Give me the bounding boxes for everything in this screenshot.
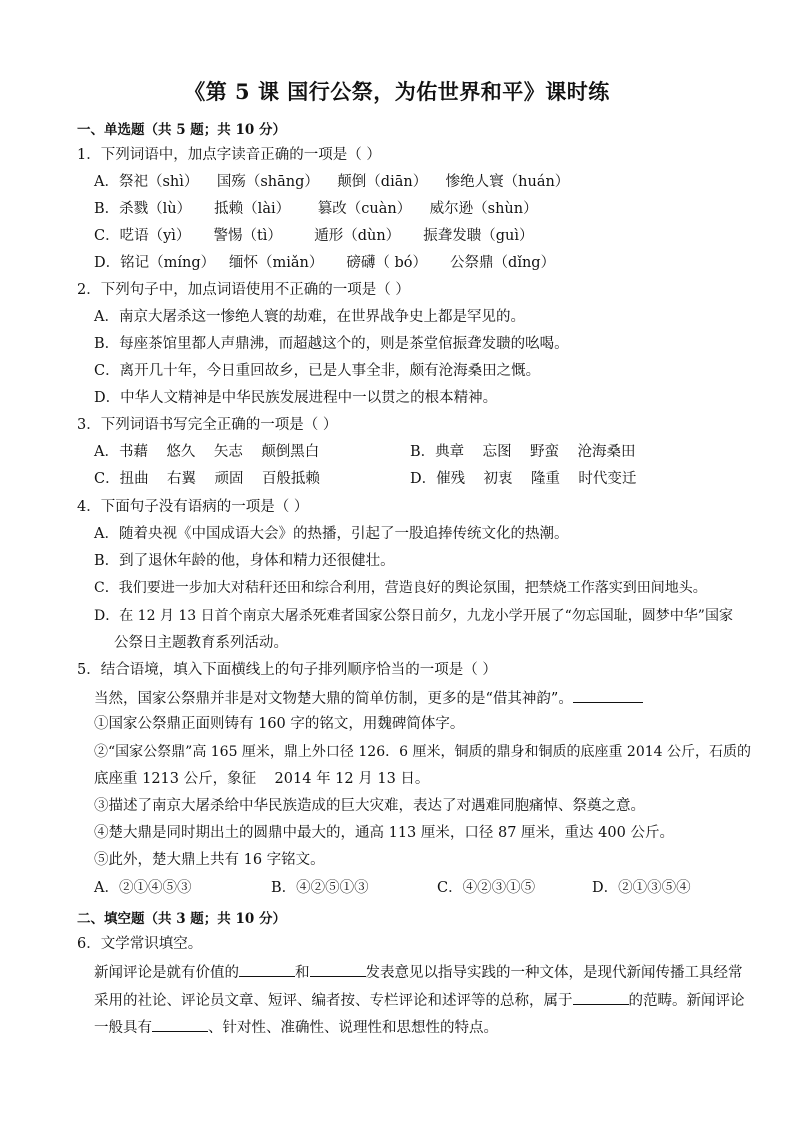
question-4-option-a: A．随着央视《中国成语大会》的热播，引起了一股追捧传统文化的热潮。 <box>94 526 569 542</box>
question-5-sentence-5: ⑤此外，楚大鼎上共有 16 字铭文。 <box>94 852 325 868</box>
page-title: 《第 5 课 国行公祭，为佑世界和平》课时练 <box>184 79 610 104</box>
question-1-stem: 1．下列词语中，加点字读音正确的一项是（ ） <box>77 147 381 163</box>
question-6-line-3 <box>94 1017 498 1037</box>
question-3-option-d: D．催残 初衷 隆重 时代变迁 <box>410 471 637 487</box>
question-4-option-b: B．到了退休年龄的他，身体和精力还很健壮。 <box>94 553 395 569</box>
question-5-stem: 5．结合语境，填入下面横线上的句子排列顺序恰当的一项是（ ） <box>77 662 497 678</box>
question-1-option-a: A．祭祀（shì） 国殇（shāng） 颠倒（diān） 惨绝人寰（huán） <box>94 174 570 190</box>
question-6-text-1c: 发表意见以指导实践的一种文体，是现代新闻传播工具经常 <box>365 965 743 981</box>
question-6-text-1b: 和 <box>295 965 310 981</box>
question-6-text-1a: 新闻评论是就有价值的 <box>94 965 239 981</box>
question-4-option-d: D．在 12 月 13 日首个南京大屠杀死难者国家公祭日前夕，九龙小学开展了“勿忘国耻，圆梦中华”国家 <box>94 608 733 624</box>
question-1-option-b: B．杀戮（lù） 抵赖（lài） 篡改（cuàn） 威尔逊（shùn） <box>94 201 538 217</box>
question-2-option-c: C．离开几十年，今日重回故乡，已是人事全非，颇有沧海桑田之慨。 <box>94 363 541 379</box>
question-5-option-d: D．②①③⑤④ <box>592 880 691 896</box>
question-6-text-2a: 采用的社论、评论员文章、短评、编者按、专栏评论和述评等的总称，属于 <box>94 993 573 1009</box>
question-4-stem: 4．下面句子没有语病的一项是（ ） <box>77 499 309 515</box>
question-5-option-b: B．④②⑤①③ <box>271 880 369 896</box>
question-6-text-2b: 的范畴。新闻评论 <box>628 993 745 1009</box>
question-6-blank-4 <box>152 1017 208 1032</box>
question-2-option-b: B．每座茶馆里都人声鼎沸，而超越这个的，则是茶堂倌振聋发聩的吆喝。 <box>94 336 569 352</box>
question-4-option-c: C．我们要进一步加大对秸秆还田和综合利用，营造良好的舆论氛围，把禁烧工作落实到田间地头。 <box>94 580 707 596</box>
section-heading-fill-in: 二、填空题（共 3 题；共 10 分） <box>77 911 286 927</box>
question-5-context-text: 当然，国家公祭鼎并非是对文物楚大鼎的简单仿制，更多的是“借其神韵”。 <box>94 691 573 707</box>
question-5-sentence-2-continued: 底座重 1213 公斤，象征 2014 年 12 月 13 日。 <box>94 771 430 787</box>
question-5-sentence-1: ①国家公祭鼎正面则铸有 160 字的铭文，用魏碑简体字。 <box>94 716 465 732</box>
question-1-option-c: C．呓语（yì） 警惕（tì） 遁形（dùn） 振聋发聩（guì） <box>94 228 534 244</box>
question-3-option-c: C．扭曲 右翼 顽固 百般抵赖 <box>94 471 320 487</box>
question-3-stem: 3．下列词语书写完全正确的一项是（ ） <box>77 417 338 433</box>
question-5-answer-blank <box>573 688 643 703</box>
question-6-line-1 <box>94 962 743 982</box>
question-6-text-3a: 一般具有 <box>94 1020 152 1036</box>
question-3-option-b: B．典章 忘图 野蛮 沧海桑田 <box>410 444 636 460</box>
question-6-blank-2 <box>310 962 366 977</box>
question-4-option-d-continued: 公祭日主题教育系列活动。 <box>114 635 288 651</box>
question-6-text-3b: 、针对性、准确性、说理性和思想性的特点。 <box>208 1020 498 1036</box>
question-5-sentence-3: ③描述了南京大屠杀给中华民族造成的巨大灾难，表达了对遇难同胞痛悼、祭奠之意。 <box>94 798 645 814</box>
question-5-context <box>94 688 643 708</box>
question-1-option-d: D．铭记（míng） 缅怀（miǎn） 磅礴（ bó） 公祭鼎（dǐng） <box>94 255 556 271</box>
question-5-sentence-4: ④楚大鼎是同时期出土的圆鼎中最大的，通高 113 厘米，口径 87 厘米，重达 400 公斤。 <box>94 825 674 841</box>
question-6-stem: 6．文学常识填空。 <box>77 936 203 952</box>
question-6-blank-3 <box>573 990 629 1005</box>
question-5-option-c: C．④②③①⑤ <box>437 880 536 896</box>
question-5-option-a: A．②①④⑤③ <box>94 880 192 896</box>
section-heading-single-choice: 一、单选题（共 5 题；共 10 分） <box>77 122 286 138</box>
question-3-option-a: A．书藉 悠久 矢志 颠倒黑白 <box>94 444 320 460</box>
question-2-stem: 2．下列句子中，加点词语使用不正确的一项是（ ） <box>77 282 410 298</box>
question-6-line-2 <box>94 990 745 1010</box>
question-2-option-d: D．中华人文精神是中华民族发展进程中一以贯之的根本精神。 <box>94 390 498 406</box>
question-6-blank-1 <box>239 962 295 977</box>
question-2-option-a: A．南京大屠杀这一惨绝人寰的劫难，在世界战争史上都是罕见的。 <box>94 309 525 325</box>
question-5-sentence-2: ②“国家公祭鼎”高 165 厘米，鼎上外口径 126．6 厘米，铜质的鼎身和铜质的底座重 2014 公斤，石质的 <box>94 744 751 760</box>
